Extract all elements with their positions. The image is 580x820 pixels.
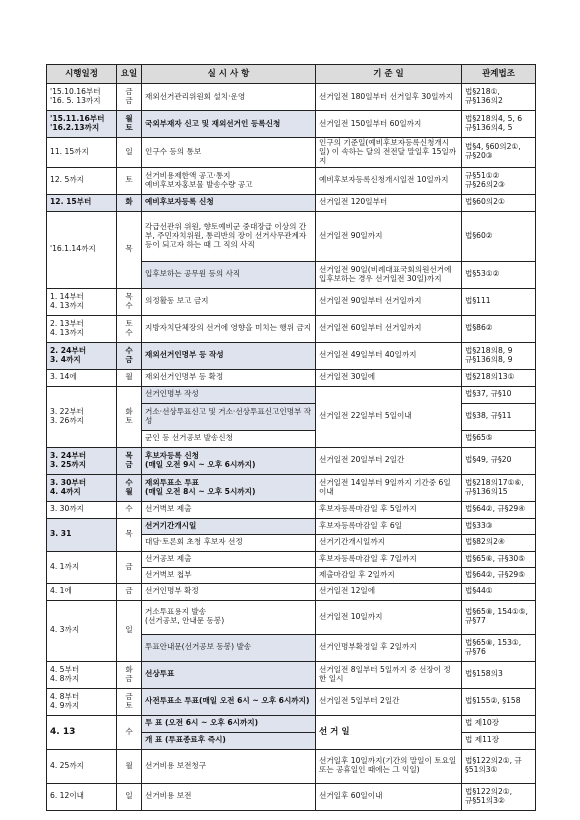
table-row: [47, 138, 536, 168]
item-cell: 선거기간개시일: [142, 518, 316, 534]
date-cell: 3. 30부터 4. 4까지: [47, 474, 117, 501]
basis-cell: 선거일후 60일이내: [316, 783, 462, 810]
day-cell: 수 월: [117, 474, 142, 501]
law-cell: 법§158의3: [462, 661, 536, 688]
item-cell: 개 표 (투표종료후 즉시): [142, 732, 316, 749]
table-row: [47, 447, 536, 474]
table-row: [47, 783, 536, 810]
header-day: 요일: [117, 65, 142, 84]
law-cell: 법§33③: [462, 518, 536, 534]
item-cell: 의정활동 보고 금지: [142, 288, 316, 315]
date-cell: 4. 25까지: [47, 749, 117, 783]
item-cell: 선거비용제한액 공고·통지 예비후보자홍보물 발송수량 공고: [142, 167, 316, 194]
day-cell: 일: [117, 138, 142, 168]
law-cell: 법§218①, 규§136의2: [462, 84, 536, 111]
day-cell: 화 토: [117, 386, 142, 447]
day-cell: 화 금: [117, 661, 142, 688]
item-cell: 후보자등록 신청 (매일 오전 9시 ~ 오후 6시까지): [142, 447, 316, 474]
date-cell: '16.1.14까지: [47, 211, 117, 288]
table-row: [47, 600, 536, 634]
table-row: [47, 288, 536, 315]
basis-cell: 선거일전 90일(비례대표국회의원선거에 입후보하는 경우 선거일전 30일)까지: [316, 261, 462, 288]
item-cell: 선거벽보 첩부: [142, 567, 316, 583]
item-cell: 재외선거인명부 등 확정: [142, 369, 316, 386]
date-cell: 2. 24부터 3. 4까지: [47, 342, 117, 369]
law-cell: 법§60②: [462, 211, 536, 261]
law-cell: 법§122의2①, 규§51의3①: [462, 749, 536, 783]
law-cell: 규§51①② 규§26의2③: [462, 167, 536, 194]
table-row: [47, 661, 536, 688]
item-cell: 거소투표용지 발송 (선거공보, 안내문 동봉): [142, 600, 316, 634]
table-row: [47, 194, 536, 211]
basis-cell: 선거일전 12일에: [316, 583, 462, 600]
item-cell: 선거인명부 확정: [142, 583, 316, 600]
date-cell: 3. 22부터 3. 26까지: [47, 386, 117, 447]
day-cell: 월 토: [117, 111, 142, 138]
day-cell: 일: [117, 783, 142, 810]
item-cell: 재외선거인명부 등 작성: [142, 342, 316, 369]
law-cell: 법§218의4, 5, 6 규§136의4, 5: [462, 111, 536, 138]
law-cell: 법§65⑥, 규§30⑤: [462, 551, 536, 567]
day-cell: 토 수: [117, 315, 142, 342]
day-cell: 화: [117, 194, 142, 211]
item-cell: 사전투표소 투표(매일 오전 6시 ~ 오후 6시까지): [142, 688, 316, 715]
item-cell: 투 표 (오전 6시 ~ 오후 6시까지): [142, 715, 316, 732]
table-row: [47, 342, 536, 369]
table-row: [47, 501, 536, 518]
table-row: [47, 749, 536, 783]
basis-cell: 선거일전 10일까지: [316, 600, 462, 634]
law-cell: 법§38, 규§11: [462, 403, 536, 430]
table-row: [47, 111, 536, 138]
basis-cell: 선거일전 60일부터 선거일까지: [316, 315, 462, 342]
table-row: [47, 167, 536, 194]
item-cell: 선거인명부 작성: [142, 386, 316, 403]
table-row: [47, 386, 536, 403]
basis-cell: 선거기간개시일까지: [316, 534, 462, 551]
item-cell: 선거벽보 제출: [142, 501, 316, 518]
law-cell: 법§65⑤: [462, 430, 536, 447]
basis-cell: 후보자등록마감일 후 7일까지: [316, 551, 462, 567]
basis-cell: 선거일전 150일부터 60일까지: [316, 111, 462, 138]
day-cell: 일: [117, 600, 142, 661]
table-row: [47, 688, 536, 715]
date-cell: 2. 13부터 4. 13까지: [47, 315, 117, 342]
date-cell: 11. 15까지: [47, 138, 117, 168]
item-cell: 거소·선상투표신고 및 거소·선상투표신고인명부 작성: [142, 403, 316, 430]
law-cell: 법§218의8, 9 규§136의8, 9: [462, 342, 536, 369]
law-cell: 법§64②, 규§29⑤: [462, 567, 536, 583]
date-cell: 3. 31: [47, 518, 117, 551]
day-cell: 토: [117, 167, 142, 194]
basis-cell: 선거인명부확정일 후 2일까지: [316, 634, 462, 661]
date-cell: 4. 1에: [47, 583, 117, 600]
law-cell: 법§65⑧, 153①, 규§76: [462, 634, 536, 661]
basis-cell: 선거일전 30일에: [316, 369, 462, 386]
day-cell: 금: [117, 551, 142, 583]
day-cell: 금 금: [117, 84, 142, 111]
law-cell: 법 제11장: [462, 732, 536, 749]
basis-cell: 선거일전 120일부터: [316, 194, 462, 211]
date-cell: '15.10.16부터 '16. 5. 13까지: [47, 84, 117, 111]
table-row: [47, 369, 536, 386]
day-cell: 목 수: [117, 288, 142, 315]
date-cell: 3. 30까지: [47, 501, 117, 518]
header-date: 시행일정: [47, 65, 117, 84]
basis-cell: 선 거 일: [316, 715, 462, 749]
law-cell: 법§86②: [462, 315, 536, 342]
item-cell: 각급선관위 위원, 향토예비군 중대장급 이상의 간부, 주민자치위원, 통리반의 장이 선거사무관계자 등이 되고자 하는 때 그 직의 사직: [142, 211, 316, 261]
item-cell: 선거비용 보전: [142, 783, 316, 810]
date-cell: '15.11.16부터 '16.2.13까지: [47, 111, 117, 138]
day-cell: 수 금: [117, 342, 142, 369]
basis-cell: 선거일전 20일부터 2일간: [316, 447, 462, 474]
date-cell: 4. 13: [47, 715, 117, 749]
basis-cell: 후보자등록마감일 후 5일까지: [316, 501, 462, 518]
header-row: [47, 65, 536, 84]
law-cell: 법§53①②: [462, 261, 536, 288]
date-cell: 4. 1까지: [47, 551, 117, 583]
date-cell: 3. 14에: [47, 369, 117, 386]
table-row: [47, 211, 536, 261]
table-row: [47, 551, 536, 567]
item-cell: 인구수 등의 통보: [142, 138, 316, 168]
date-cell: 12. 15부터: [47, 194, 117, 211]
law-cell: 법§111: [462, 288, 536, 315]
basis-cell: 선거일전 180일부터 선거일후 30일까지: [316, 84, 462, 111]
item-cell: 재외선거관리위원회 설치·운영: [142, 84, 316, 111]
day-cell: 월: [117, 369, 142, 386]
basis-cell: 예비후보자등록신청개시일전 10일까지: [316, 167, 462, 194]
law-cell: 법§218의17①⑥, 규§136의15: [462, 474, 536, 501]
law-cell: 법§49, 규§20: [462, 447, 536, 474]
date-cell: 4. 3까지: [47, 600, 117, 661]
basis-cell: 인구의 기준일(예비후보자등록신청개시일) 이 속하는 달의 전전달 말일후 15일까지: [316, 138, 462, 168]
table-row: [47, 715, 536, 732]
item-cell: 군인 등 선거공보 발송신청: [142, 430, 316, 447]
basis-cell: 선거일전 8일부터 5일까지 중 선장이 정한 일시: [316, 661, 462, 688]
law-cell: 법§44①: [462, 583, 536, 600]
basis-cell: 선거일후 10일까지(기간의 말일이 토요일 또는 공휴일인 때에는 그 익일): [316, 749, 462, 783]
schedule-table: [46, 64, 536, 811]
day-cell: 목: [117, 518, 142, 551]
item-cell: 국외부재자 신고 및 재외선거인 등록신청: [142, 111, 316, 138]
date-cell: 1. 14부터 4. 13까지: [47, 288, 117, 315]
day-cell: 목: [117, 211, 142, 288]
basis-cell: 선거일전 90일부터 선거일까지: [316, 288, 462, 315]
law-cell: 법§82의2④: [462, 534, 536, 551]
date-cell: 6. 12이내: [47, 783, 117, 810]
table-row: [47, 84, 536, 111]
law-cell: 법§4, §60의2①, 규§20③: [462, 138, 536, 168]
law-cell: 법§122의2①, 규§51의3②: [462, 783, 536, 810]
day-cell: 금 토: [117, 688, 142, 715]
item-cell: 선거공보 제출: [142, 551, 316, 567]
header-law: 관계법조: [462, 65, 536, 84]
basis-cell: 후보자등록마감일 후 6일: [316, 518, 462, 534]
item-cell: 대담·토론회 초청 후보자 선정: [142, 534, 316, 551]
basis-cell: 제출마감일 후 2일까지: [316, 567, 462, 583]
law-cell: 법§60의2①: [462, 194, 536, 211]
item-cell: 선거비용 보전청구: [142, 749, 316, 783]
basis-cell: 선거일전 5일부터 2일간: [316, 688, 462, 715]
law-cell: 법§64②, 규§29④: [462, 501, 536, 518]
basis-cell: 선거일전 22일부터 5일이내: [316, 386, 462, 447]
day-cell: 수: [117, 715, 142, 749]
law-cell: 법§155②, §158: [462, 688, 536, 715]
date-cell: 12. 5까지: [47, 167, 117, 194]
law-cell: 법 제10장: [462, 715, 536, 732]
item-cell: 지방자치단체장의 선거에 영향을 미치는 행위 금지: [142, 315, 316, 342]
date-cell: 4. 5부터 4. 8까지: [47, 661, 117, 688]
item-cell: 선상투표: [142, 661, 316, 688]
item-cell: 입후보하는 공무원 등의 사직: [142, 261, 316, 288]
table-row: [47, 474, 536, 501]
item-cell: 재외투표소 투표 (매일 오전 8시 ~ 오후 5시까지): [142, 474, 316, 501]
date-cell: 4. 8부터 4. 9까지: [47, 688, 117, 715]
day-cell: 목 금: [117, 447, 142, 474]
law-cell: 법§37, 규§10: [462, 386, 536, 403]
law-cell: 법§65⑧, 154①⑤, 규§77: [462, 600, 536, 634]
item-cell: 투표안내문(선거공보 동봉) 발송: [142, 634, 316, 661]
table-row: [47, 315, 536, 342]
header-item: 실 시 사 항: [142, 65, 316, 84]
basis-cell: 선거일전 14일부터 9일까지 기간중 6일 이내: [316, 474, 462, 501]
item-cell: 예비후보자등록 신청: [142, 194, 316, 211]
day-cell: 수: [117, 501, 142, 518]
law-cell: 법§218의13①: [462, 369, 536, 386]
date-cell: 3. 24부터 3. 25까지: [47, 447, 117, 474]
table-row: [47, 518, 536, 534]
header-basis: 기 준 일: [316, 65, 462, 84]
day-cell: 금: [117, 583, 142, 600]
basis-cell: 선거일전 90일까지: [316, 211, 462, 261]
basis-cell: 선거일전 49일부터 40일까지: [316, 342, 462, 369]
day-cell: 월: [117, 749, 142, 783]
table-row: [47, 583, 536, 600]
